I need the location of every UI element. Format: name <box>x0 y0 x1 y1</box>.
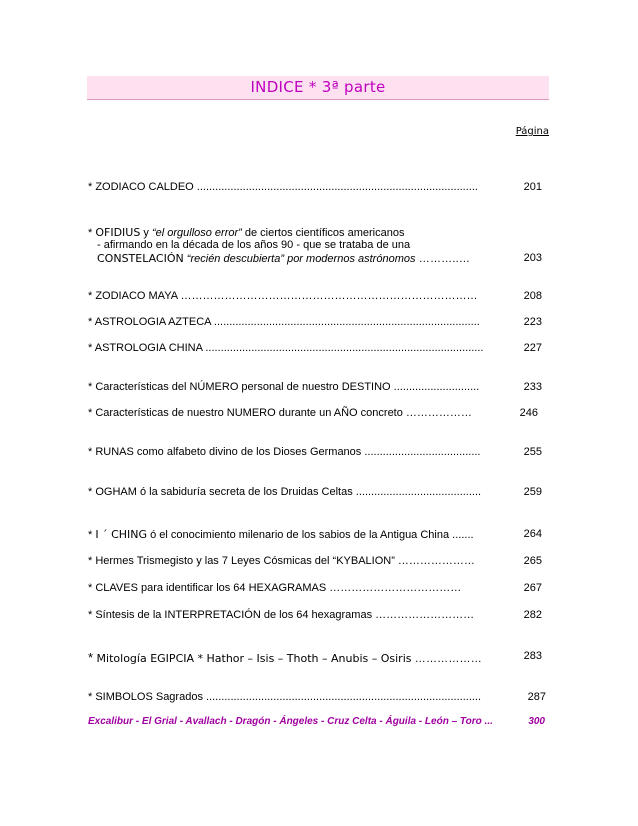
entry-quote: “recién descubierta” por modernos astrónomos <box>183 253 416 265</box>
pagina-label: Página <box>515 126 549 137</box>
entry-text: * ASTROLOGIA CHINA ........................................................................................... <box>88 342 484 354</box>
entry-text: * OGHAM ó la sabiduría secreta de los Druidas Celtas ......................................... <box>88 486 482 498</box>
entry-dots: ……………… <box>411 653 482 665</box>
entry-page: 283 <box>523 650 542 662</box>
title-bar <box>87 76 549 100</box>
entry-rest: ó el conocimiento milenario de los sabios de la Antigua China ....... <box>147 529 474 541</box>
entry-page: 203 <box>523 252 542 264</box>
entry-page: 246 <box>519 407 538 419</box>
entry-page: 287 <box>527 691 546 703</box>
entry-page: 264 <box>523 528 542 540</box>
entry-prefix: * <box>88 227 96 239</box>
entry-text: * Hermes Trismegisto y las 7 Leyes Cósmicas del “KYBALION” ………………… <box>88 555 475 567</box>
entry-page: 233 <box>523 381 542 393</box>
entry-text: * RUNAS como alfabeto divino de los Dioses Germanos ...................................... <box>88 446 481 458</box>
entry-text: * ZODIACO MAYA ……………………………………………………………………… <box>88 290 478 302</box>
entry-name: CONSTELACIÓN <box>97 252 184 265</box>
entry-star: * <box>88 650 94 665</box>
entry-page: 223 <box>523 316 542 328</box>
entry-text: * Características de nuestro NUMERO durante un AÑO concreto ……………… <box>88 407 472 419</box>
entry-prefix: * <box>88 529 96 541</box>
entry-page: 282 <box>523 609 542 621</box>
entry-text: Mitología EGIPCIA * Hathor – Isis – Thoth – Anubis – Osiris <box>93 652 412 665</box>
entry-text: * Síntesis de la INTERPRETACIÓN de los 64 hexagramas ……………………… <box>88 609 475 621</box>
footer-text: Excalibur - El Grial - Avallach - Dragón - Ángeles - Cruz Celta - Águila - León – Toro ... <box>88 716 493 727</box>
entry-name: I ´ CHING <box>95 528 148 541</box>
page-title: INDICE * 3ª parte <box>250 78 386 96</box>
entry-page: 201 <box>523 181 542 193</box>
entry-ofidius-line2: - afirmando en la década de los años 90 - que se trataba de una <box>97 239 411 251</box>
entry-text: * Características del NÚMERO personal de nuestro DESTINO ............................ <box>88 381 480 393</box>
entry-quote: “el orgulloso error” <box>151 227 242 239</box>
entry-page: 267 <box>523 582 542 594</box>
entry-text: * ASTROLOGIA AZTECA ....................................................................................... <box>88 316 480 328</box>
entry-text: * SIMBOLOS Sagrados .......................................................................................... <box>88 691 482 703</box>
footer-entry <box>88 716 548 727</box>
footer-page: 300 <box>528 716 545 727</box>
entry-page: 255 <box>523 446 542 458</box>
entry-rest: de ciertos científicos americanos <box>241 227 405 239</box>
entry-page: 208 <box>523 290 542 302</box>
entry-page: 259 <box>523 486 542 498</box>
entry-mid: y <box>140 227 152 239</box>
entry-text: * ZODIACO CALDEO ............................................................................................ <box>88 181 478 193</box>
entry-dots: ………..… <box>415 253 471 265</box>
entry-page: 227 <box>523 342 542 354</box>
entry-text: * CLAVES para identificar los 64 HEXAGRAMAS ……………………………… <box>88 582 462 594</box>
entry-name: OFIDIUS <box>95 226 141 239</box>
entry-page: 265 <box>523 555 542 567</box>
